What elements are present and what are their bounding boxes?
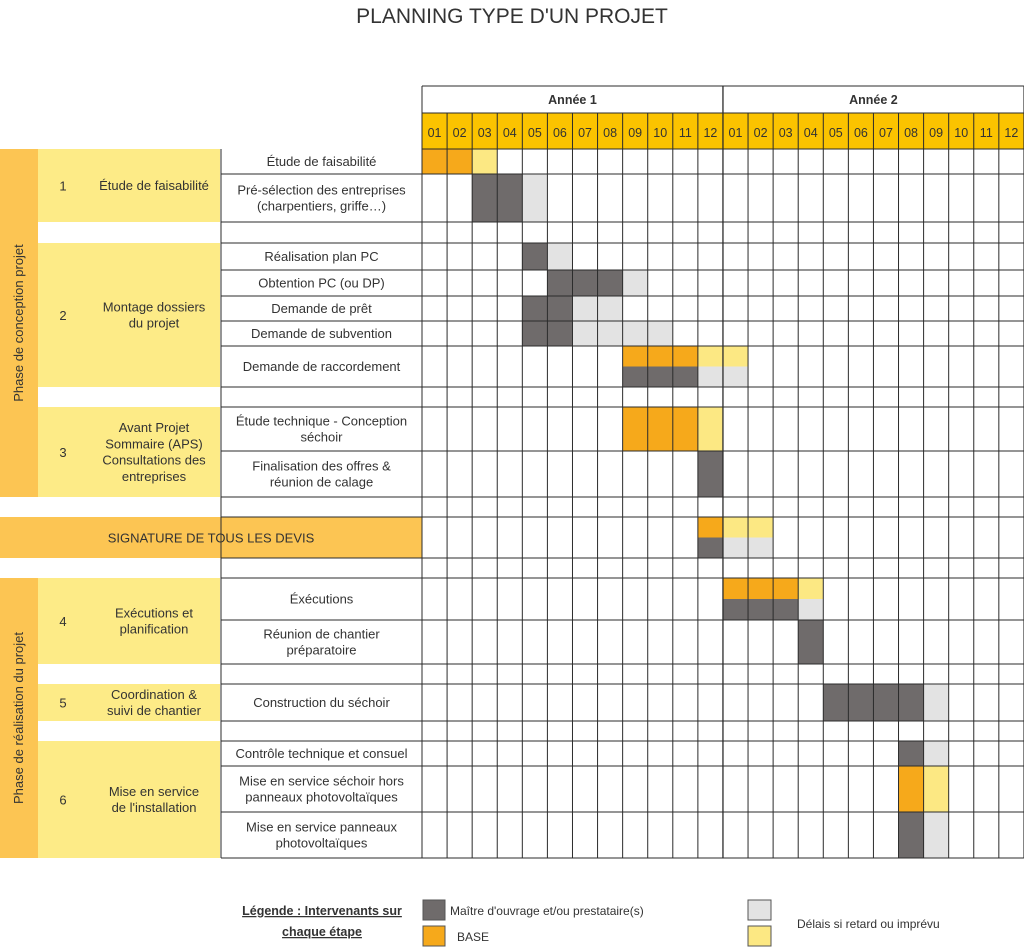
step-number: 1 (59, 178, 67, 194)
bar-mo (698, 538, 723, 559)
step-label-line: Avant Projet (118, 420, 190, 436)
bar-base (623, 346, 698, 367)
task-label (251, 326, 392, 341)
task-label-line: Construction du séchoir (253, 695, 390, 711)
task-label-line: Mise en service séchoir hors (239, 773, 404, 789)
bar-mo-delay (547, 243, 572, 270)
step-number: 5 (59, 695, 67, 711)
task-label-line: Demande de prêt (271, 301, 372, 317)
task-label (237, 182, 406, 213)
bar-base-delay (798, 578, 823, 599)
task-label (264, 249, 378, 264)
task-label (235, 746, 407, 761)
step-label-line: de l'installation (111, 800, 197, 816)
month-label: 12 (703, 126, 718, 140)
month-label: 07 (879, 126, 893, 140)
bar-base (698, 517, 723, 538)
month-label: 05 (828, 126, 843, 140)
milestone-label: SIGNATURE DE TOUS LES DEVIS (107, 530, 315, 546)
step-label-line: Exécutions et (114, 605, 194, 621)
bar-mo-delay (924, 741, 949, 766)
task-label-line: Mise en service panneaux (245, 819, 398, 835)
task-label-line: Contrôle technique et consuel (235, 746, 408, 762)
bar-mo (623, 367, 698, 388)
step-label (115, 605, 193, 636)
month-label: 01 (728, 126, 743, 140)
task-label (252, 458, 391, 489)
month-label: 05 (527, 126, 542, 140)
month-label: 10 (653, 126, 668, 140)
month-label: 06 (552, 126, 567, 140)
month-label: 07 (578, 126, 592, 140)
phase-label: Phase de réalisation du projet (11, 631, 26, 805)
task-label (243, 359, 401, 374)
bar-base (623, 407, 698, 451)
legend-title: Légende : Intervenants sur (242, 904, 402, 918)
step-label-line: planification (119, 621, 189, 637)
bar-base (899, 766, 924, 812)
task-label-line: (charpentiers, griffe…) (256, 198, 387, 214)
task-label-line: séchoir (300, 429, 343, 445)
task-label (267, 154, 377, 169)
task-label-line: photovoltaïques (275, 835, 368, 851)
month-label: 06 (853, 126, 868, 140)
task-label (258, 276, 384, 291)
task-label-line: Obtention PC (ou DP) (258, 275, 385, 291)
bar-mo (899, 812, 924, 858)
step-label-line: Montage dossiers (102, 299, 206, 315)
month-label: 02 (452, 126, 467, 140)
bar-mo (522, 243, 547, 270)
task-label-line: Demande de subvention (251, 326, 392, 342)
bar-base-delay (698, 407, 723, 451)
month-label: 03 (477, 126, 492, 140)
task-label (246, 819, 398, 850)
task-label-line: Demande de raccordement (242, 359, 401, 375)
step-label-line: Consultations des (102, 452, 206, 468)
step-label-line: suivi de chantier (107, 703, 201, 719)
legend-swatch-base-delay (748, 926, 771, 946)
month-label: 09 (929, 126, 944, 140)
step-label (109, 784, 199, 815)
month-label: 04 (803, 126, 818, 140)
task-label-line: panneaux photovoltaïques (245, 789, 398, 805)
chart-title: PLANNING TYPE D'UN PROJET (356, 5, 668, 28)
bar-mo-delay (623, 270, 648, 296)
month-label: 02 (753, 126, 768, 140)
step-label-line: Sommaire (APS) (105, 436, 203, 452)
step-number: 3 (59, 445, 67, 460)
bar-mo-delay (798, 599, 823, 620)
month-label: 11 (979, 126, 993, 140)
phase-label: Phase de conception projet (11, 244, 26, 402)
bar-base-delay (472, 149, 497, 174)
bar-layer (422, 149, 949, 858)
year-label: Année 2 (849, 93, 898, 107)
step-label-line: Coordination & (111, 686, 197, 702)
bar-base-delay (924, 766, 949, 812)
task-label-line: Pré-sélection des entreprises (237, 182, 406, 198)
legend-swatch-mo-delay (748, 900, 771, 920)
step-number: 6 (59, 792, 67, 808)
task-label (239, 773, 404, 804)
step-label-line: Étude de faisabilité (99, 178, 209, 194)
legend-label: BASE (457, 930, 490, 944)
legend-label: Délais si retard ou imprévu (797, 917, 940, 931)
task-label-line: Finalisation des offres & (252, 458, 391, 474)
month-label: 08 (603, 126, 618, 140)
year-label: Année 1 (548, 93, 597, 107)
legend (242, 900, 940, 946)
legend-swatch-mo (423, 900, 445, 920)
month-label: 10 (954, 126, 969, 140)
month-label: 08 (904, 126, 919, 140)
task-label (253, 695, 390, 710)
step-label-line: entreprises (121, 468, 187, 484)
bar-mo-delay (924, 684, 949, 721)
bar-base (723, 578, 798, 599)
bar-mo (798, 620, 823, 664)
label-layer (11, 5, 1018, 851)
task-label-line: préparatoire (286, 642, 357, 658)
task-label-line: Étude de faisabilité (266, 154, 377, 170)
task-label-line: réunion de calage (269, 474, 374, 490)
month-label: 11 (678, 126, 692, 140)
month-label: 04 (502, 126, 517, 140)
month-label: 12 (1004, 126, 1019, 140)
step-number: 4 (59, 614, 67, 629)
bar-mo (723, 599, 798, 620)
bar-mo (698, 451, 723, 497)
task-label-line: Étude technique - Conception (235, 413, 408, 429)
step-label-line: Mise en service (108, 783, 200, 799)
legend-title: chaque étape (282, 925, 362, 939)
step-label-line: du projet (128, 315, 180, 331)
task-label-line: Réunion de chantier (263, 626, 380, 642)
step-label (99, 178, 209, 193)
legend-swatch-base (423, 926, 445, 946)
task-label-line: Réalisation plan PC (264, 249, 379, 265)
task-label (290, 592, 354, 607)
bar-mo-delay (924, 812, 949, 858)
task-label (271, 301, 372, 316)
step-label (107, 687, 202, 718)
bar-mo (899, 741, 924, 766)
task-label-line: Éxécutions (289, 591, 354, 607)
bar-mo (547, 270, 622, 296)
step-number: 2 (59, 308, 67, 323)
task-label (236, 413, 407, 444)
month-label: 01 (427, 126, 442, 140)
legend-label: Maître d'ouvrage et/ou prestataire(s) (450, 904, 644, 918)
bar-mo-delay (522, 174, 547, 222)
band-layer (0, 113, 1024, 858)
task-label (263, 626, 380, 657)
month-label: 09 (628, 126, 643, 140)
month-label: 03 (778, 126, 793, 140)
